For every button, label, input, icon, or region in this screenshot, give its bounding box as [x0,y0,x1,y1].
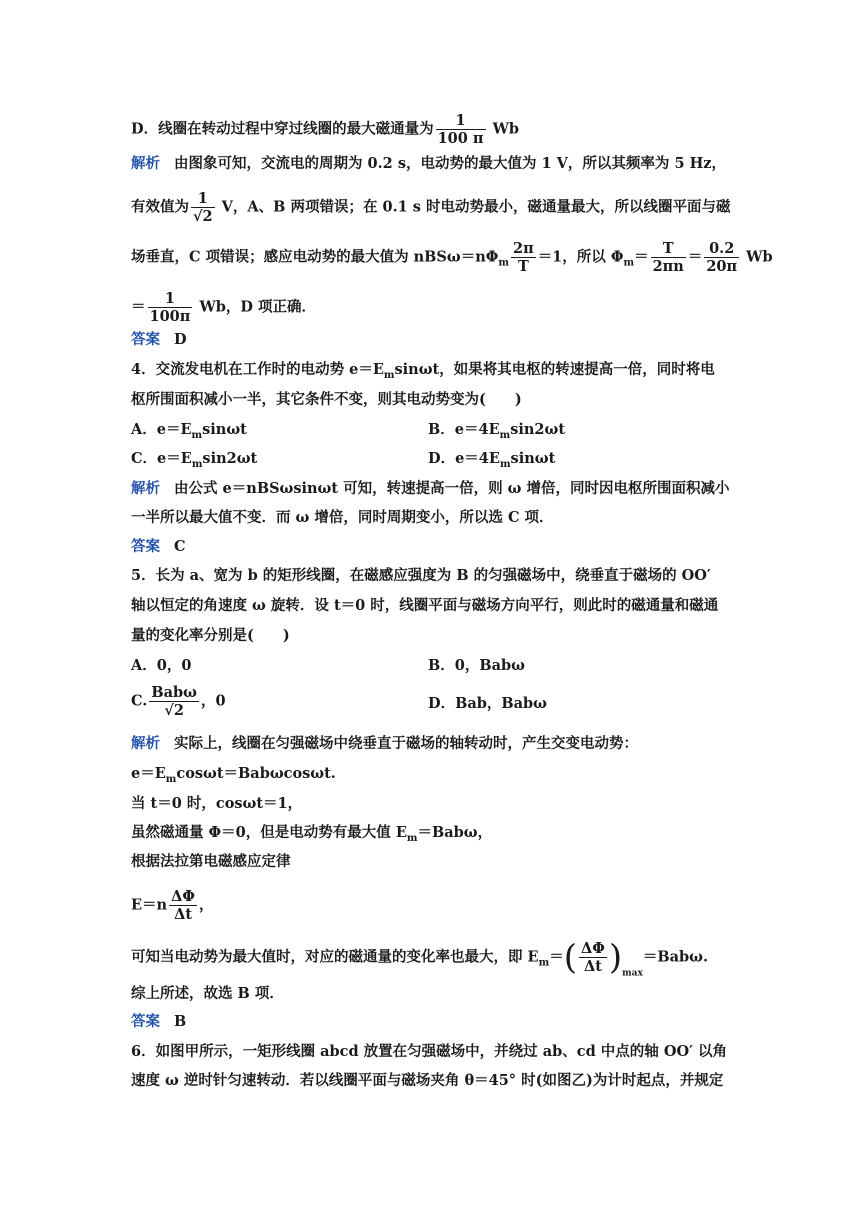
fraction: $\frac{1}{100\pi}$ [149,290,191,325]
fraction: $\frac{0.2}{20\pi}$ [706,240,738,275]
fraction: $\frac{1}{√2}$ [193,190,213,225]
analysis-line: 场垂直，C 项错误；感应电动势的最大值为 $nBS\omega=n\Phi_m$ $\frac{2\pi}{T}$ ＝1，所以 $\Phi_m=$ $\frac{T}{2\pi n}$ ＝ $\frac{0.2}{20\pi}$ Wb [131,240,773,275]
option-b[interactable]: B．0，Babω [428,657,525,674]
analysis-line: 解析 由公式 e＝nBSωsinωt 可知，转速提高一倍，则 ω 增倍，同时因电枢所围面积减小 [131,480,730,497]
analysis-label: 解析 [131,155,160,172]
analysis-line: 解析 由图象可知，交流电的周期为 0.2 s，电动势的最大值为 1 V，所以其频率为 5 Hz， [131,155,727,172]
analysis-line: 解析 实际上，线圈在匀强磁场中绕垂直于磁场的轴转动时，产生交变电动势： [131,735,638,752]
option-d-line: D．线圈在转动过程中穿过线圈的最大磁通量为 $\frac{1}{100 \pi}$ Wb [131,112,519,147]
analysis-line: ＝ $\frac{1}{100\pi}$ Wb，D 项正确． [131,290,316,325]
answer-line: 答案 C [131,538,186,555]
analysis-label: 解析 [131,480,160,497]
option-b[interactable]: B．$e=4E_m\sin 2\omega t$ [428,421,566,441]
question-line: 轴以恒定的角速度 ω 旋转．设 t＝0 时，线圈平面与磁场方向平行，则此时的磁通量和磁通 [131,597,719,614]
analysis-line: 当 t＝0 时，cosωt＝1， [131,795,303,812]
answer-label: 答案 [131,331,160,348]
analysis-line: 根据法拉第电磁感应定律 [131,853,291,870]
answer-line: 答案 B [131,1013,187,1030]
question-line: 量的变化率分别是( ) [131,627,290,644]
question-line: 5．长为 a、宽为 b 的矩形线圈，在磁感应强度为 B 的匀强磁场中，绕垂直于磁场的 OO′ [131,567,711,584]
question-line: 速度 ω 逆时针匀速转动．若以线圈平面与磁场夹角 θ＝45° 时(如图乙)为计时起点，并规定 [131,1072,724,1089]
answer-line: 答案 D [131,331,187,348]
fraction: $\frac{2\pi}{T}$ [512,240,534,275]
question-line: 4．交流发电机在工作时的电动势 $e=E_m\sin\omega t$，如果将其电枢的转速提高一倍，同时将电 [131,361,715,381]
option-a[interactable]: A．$e=E_m\sin\omega t$ [131,421,247,441]
answer-label: 答案 [131,538,160,555]
analysis-line: E＝n $\frac{\Delta\Phi}{\Delta t}$ ， [131,888,214,923]
fraction: $\frac{\Delta\Phi}{\Delta t}$ [171,888,195,923]
option-d[interactable]: D．Bab，Babω [428,695,547,712]
analysis-line: $e=E_m\cos\omega t=Bab\omega\cos\omega t$. [131,765,336,785]
option-d[interactable]: D．$e=4E_m\sin\omega t$ [428,450,556,470]
fraction: $\frac{T}{2\pi n}$ [652,240,684,275]
question-line: 枢所围面积减小一半，其它条件不变，则其电动势变为( ) [131,391,522,408]
fraction: $\frac{1}{100 \pi}$ [437,112,484,147]
fraction: $\frac{\text{Babω}}{√2}$ [151,684,197,719]
option-a[interactable]: A．0，0 [131,657,192,674]
analysis-line: 虽然磁通量 Φ＝0，但是电动势有最大值 $E_m=Bab\omega$， [131,824,493,844]
fraction: $\frac{\Delta\Phi}{\Delta t}$ [580,940,605,975]
analysis-line: 有效值为 $\frac{1}{√2}$ V，A、B 两项错误；在 0.1 s 时电动势最小，磁通量最大，所以线圈平面与磁 [131,190,731,225]
analysis-line: 一半所以最大值不变．而 ω 增倍，同时周期变小，所以选 C 项． [131,509,554,526]
question-line: 6．如图甲所示，一矩形线圈 abcd 放置在匀强磁场中，并绕过 ab、cd 中点的轴 OO′ 以角 [131,1043,727,1060]
analysis-line: 可知当电动势为最大值时，对应的磁通量的变化率也最大，即 $E_m=$( $\frac{\Delta\Phi}{\Delta t}$ )$_{max}=Bab\omega$. [131,937,709,979]
answer-label: 答案 [131,1013,160,1030]
option-c[interactable]: C．$e=E_m\sin 2\omega t$ [131,450,258,470]
option-c[interactable]: C. $\frac{\text{Babω}}{√2}$ ，0 [131,684,226,719]
analysis-line: 综上所述，故选 B 项． [131,985,284,1002]
analysis-label: 解析 [131,735,160,752]
